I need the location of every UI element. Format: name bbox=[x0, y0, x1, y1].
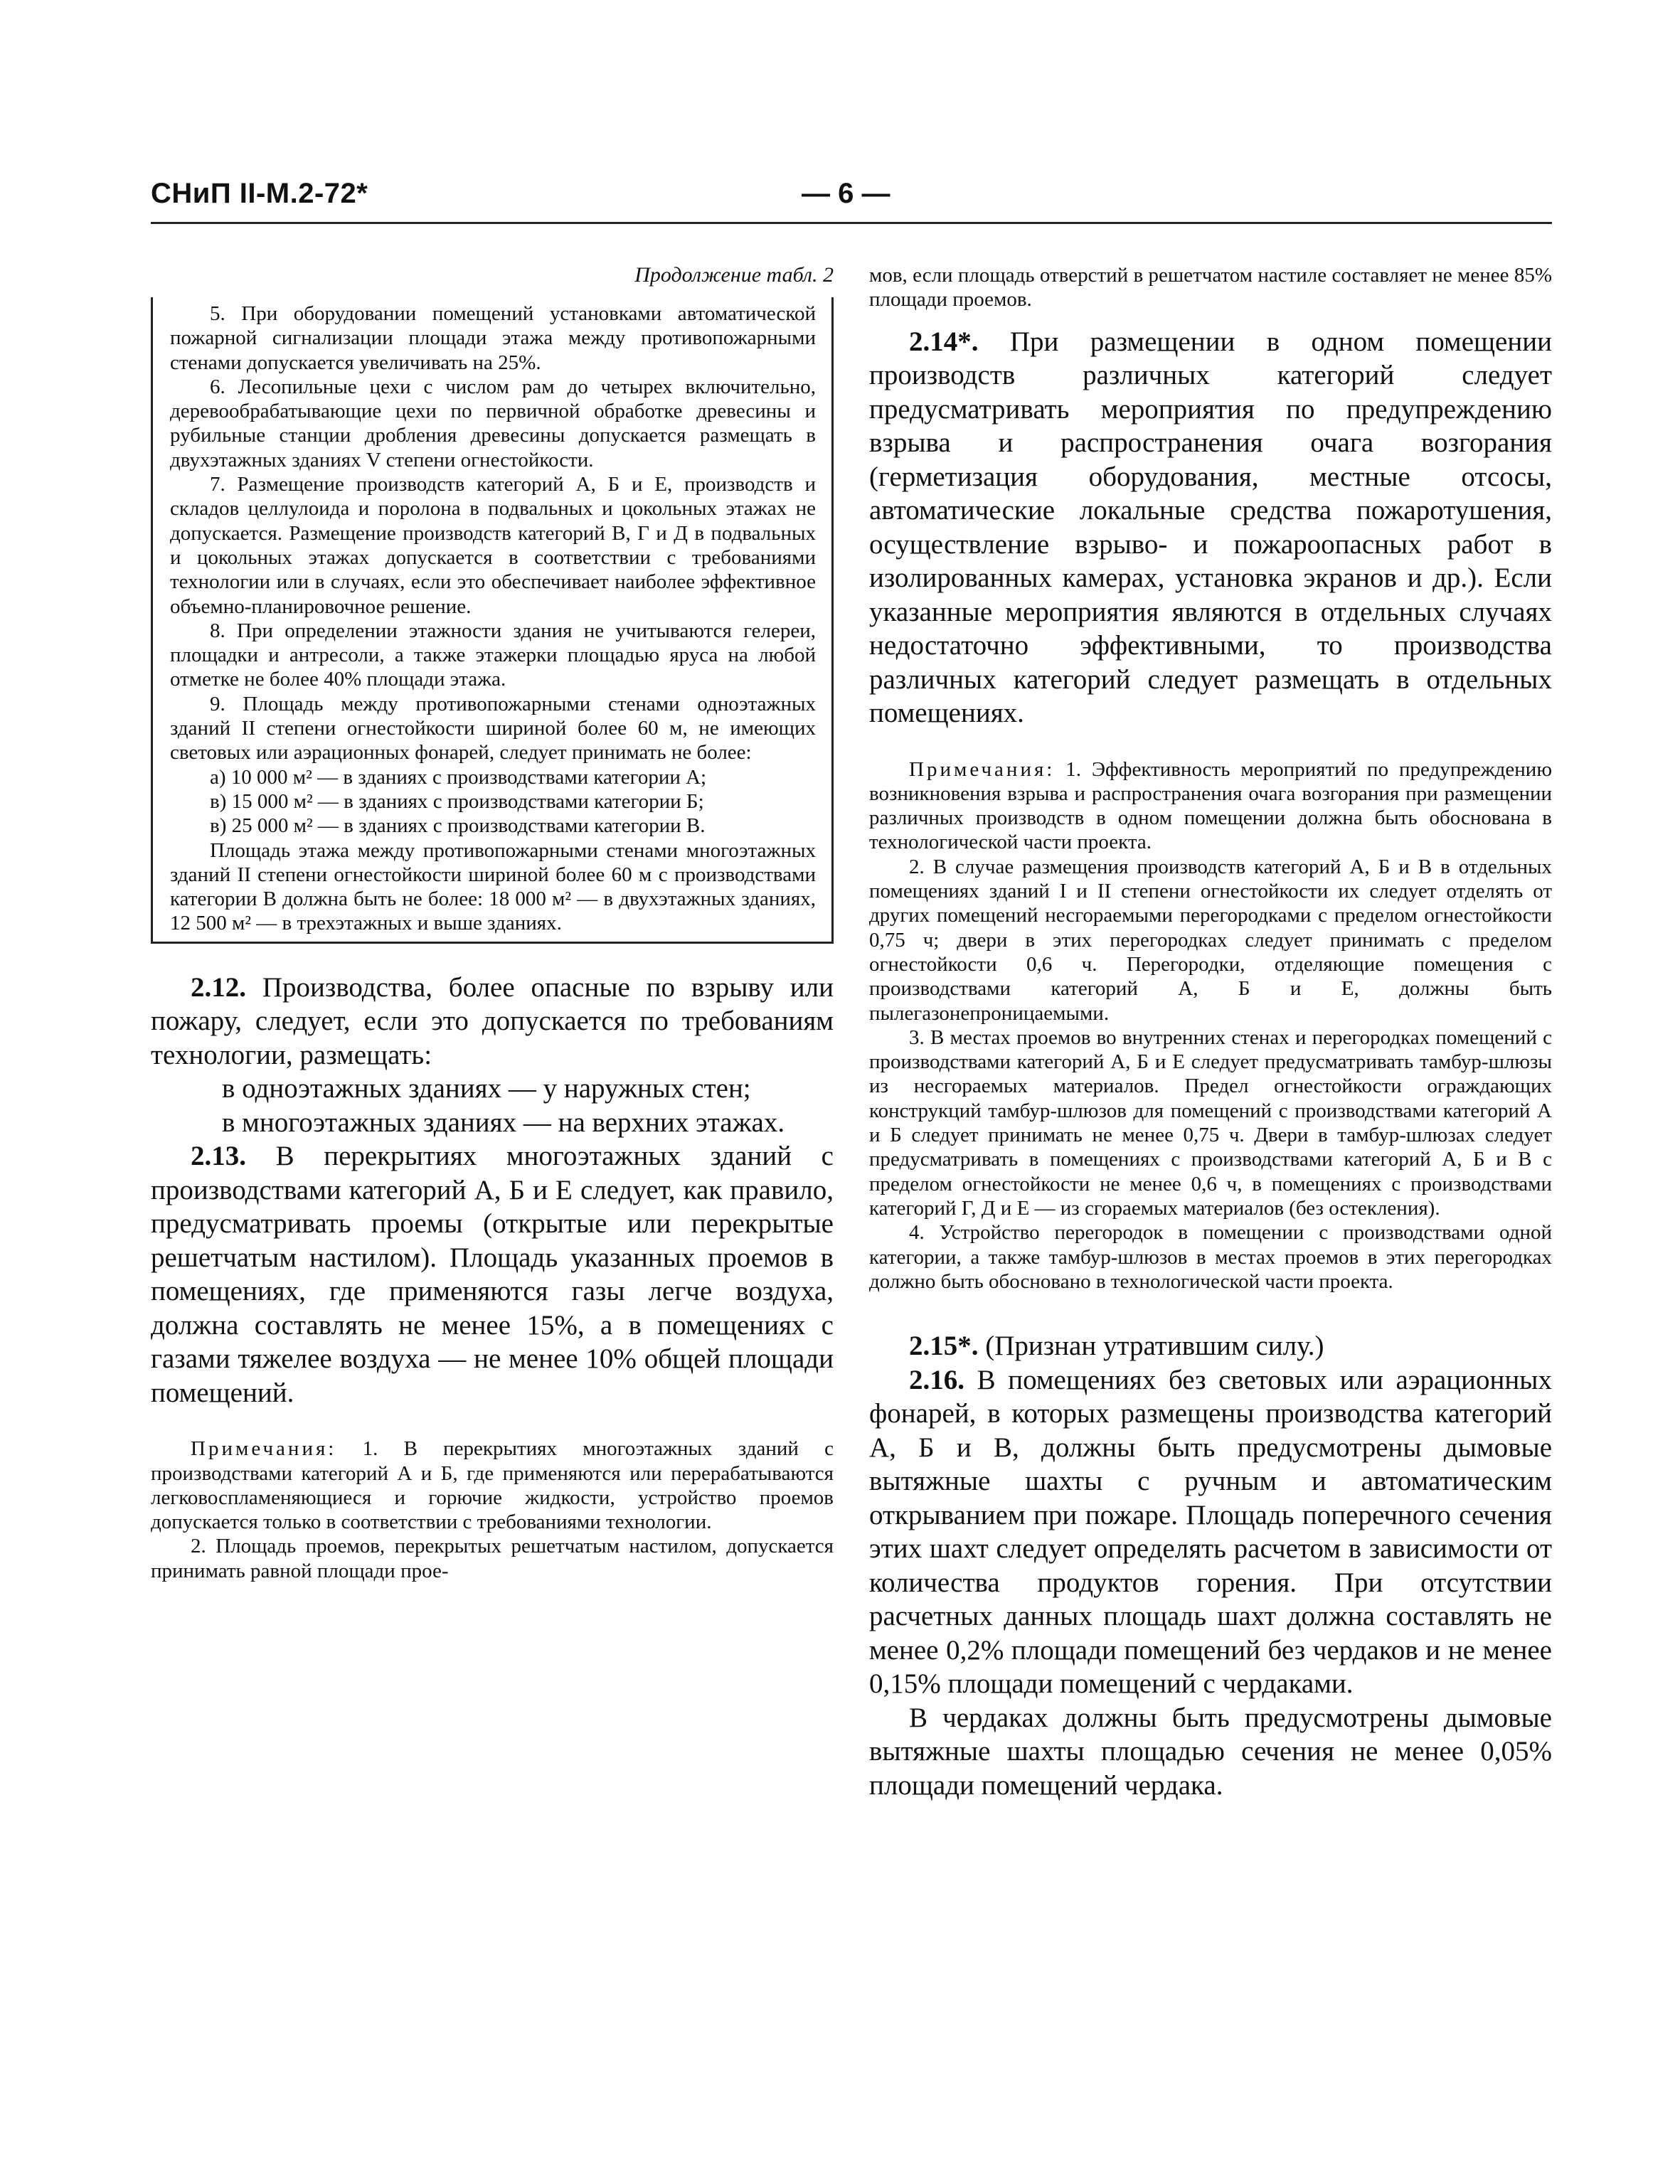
left-column bbox=[151, 263, 834, 1583]
running-header bbox=[151, 178, 1552, 228]
section-paragraph: В чердаках должны быть предусмотрены дымовые вытяжные шахты площадью сечения не менее 0,05% площади помещений чердака. bbox=[869, 1702, 1552, 1801]
table-note-item: в) 25 000 м² — в зданиях с производствами категории В. bbox=[210, 814, 706, 838]
section-number: 2.14*. bbox=[909, 326, 979, 357]
note-text: мов, если площадь отверстий в решетчатом настиле составляет не менее 85% площади проемов. bbox=[869, 264, 1552, 311]
table-note: 6. Лесопильные цехи с числом рам до четырех включительно, деревообрабатывающие цехи по первичной обработке древесины и рубильные станции дробления древесины допускается размещать в двухэтажных зданиях V степени огнестойкости. bbox=[170, 375, 816, 472]
section-text: (Признан утратившим силу.) bbox=[978, 1331, 1324, 1362]
document-code: СНиП II-М.2-72* bbox=[151, 178, 368, 209]
notes-continuation bbox=[869, 263, 1552, 312]
section-2-15 bbox=[869, 1329, 1552, 1363]
right-column bbox=[869, 263, 1552, 1802]
table-note: 9. Площадь между противопожарными стенами одноэтажных зданий II степени огнестойкости шириной более 60 м, не имеющих световых или аэрационных фонарей, следует принимать не более: bbox=[170, 692, 816, 765]
table-note: Площадь этажа между противопожарными стенами многоэтажных зданий II степени огнестойкости шириной более 60 м с производствами категории В должна быть не более: 18 000 м² — в двухэтажных зданиях, 12 500 м² — в трехэтажных и выше зданиях. bbox=[170, 838, 816, 935]
note-text: 2. В случае размещения производств категорий А, Б и В в отдельных помещениях зданий I и II степени огнестойкости их следует отделять от других помещений несгораемыми перегородками с пределом огнестойкости 0,75 ч; двери в этих перегородках следует принимать с пределом огнестойкости 0,6 ч. Перегородки, отделяющие помещения с производствами категорий А, Б и Е, должны быть пылегазонепроницаемыми. bbox=[869, 855, 1552, 1025]
notes-2-14 bbox=[869, 757, 1552, 1294]
section-number: 2.13. bbox=[191, 1141, 246, 1172]
table-note: 8. При определении этажности здания не учитываются гелереи, площадки и антресоли, а также этажерки площадью яруса на любой отметке не более 40% площади этажа. bbox=[170, 619, 816, 691]
section-2-12 bbox=[151, 971, 834, 1140]
notes-label: Примечания: bbox=[909, 757, 1056, 781]
page-number: — 6 — bbox=[802, 178, 890, 209]
section-number: 2.12. bbox=[191, 971, 246, 1003]
table-note-item: в) 15 000 м² — в зданиях с производствами категории Б; bbox=[210, 789, 704, 813]
note-text: 1. В перекрытиях многоэтажных зданий с производствами категорий А и Б, где применяются или перерабатываются легковоспламеняющиеся и горючие жидкости, устройство проемов допускается только в соответствии с требованиями технологии. bbox=[151, 1437, 834, 1534]
section-2-13 bbox=[151, 1139, 834, 1410]
section-text: В перекрытиях многоэтажных зданий с производствами категорий А, Б и Е следует, как правило, предусматривать проемы (открытые или перекрытые решетчатым настилом). Площадь указанных проемов в помещениях, где применяются газы легче воздуха, должна составлять не менее 15%, а в помещениях с газами тяжелее воздуха — не менее 10% общей площади помещений. bbox=[151, 1141, 834, 1408]
section-2-16 bbox=[869, 1363, 1552, 1803]
section-text: Производства, более опасные по взрыву или пожару, следует, если это допускается по требованиям технологии, размещать: bbox=[151, 971, 834, 1070]
list-item: в многоэтажных зданиях — на верхних этажах. bbox=[222, 1107, 785, 1138]
section-number: 2.15*. bbox=[909, 1331, 979, 1362]
section-text: В помещениях без световых или аэрационных фонарей, в которых размещены производства категорий А, Б и В, должны быть предусмотрены дымовые вытяжные шахты с ручным и автоматическим открыванием при пожаре. Площадь поперечного сечения этих шахт следует определять расчетом в зависимости от количества продуктов горения. При отсутствии расчетных данных площадь шахт должна составлять не менее 0,2% площади помещений без чердаков и не менее 0,15% площади помещений с чердаками. bbox=[869, 1364, 1552, 1700]
table-note-item: а) 10 000 м² — в зданиях с производствами категории А; bbox=[210, 765, 707, 789]
section-text: При размещении в одном помещении производств различных категорий следует предусматривать мероприятия по предупреждению взрыва и распространения очага возгорания (герметизация оборудования, местные отсосы, автоматические локальные средства пожаротушения, осуществление взрыво- и пожароопасных работ в изолированных камерах, установка экранов и др.). Если указанные мероприятия являются в отдельных случаях недостаточно эффективными, то производства различных категорий следует размещать в отдельных помещениях. bbox=[869, 326, 1552, 729]
table-note: 7. Размещение производств категорий А, Б и Е, производств и складов целлулоида и поролона в подвальных и цокольных этажах не допускается. Размещение производств категорий В, Г и Д в подвальных и цокольных этажах допускается в соответствии с требованиями технологии или в случаях, если это обеспечивает наиболее эффективное объемно-планировочное решение. bbox=[170, 473, 816, 618]
section-number: 2.16. bbox=[909, 1364, 964, 1395]
table-2-notes bbox=[151, 297, 834, 944]
notes-2-13 bbox=[151, 1437, 834, 1583]
header-rule bbox=[151, 222, 1552, 224]
notes-label: Примечания: bbox=[191, 1437, 337, 1461]
list-item: в одноэтажных зданиях — у наружных стен; bbox=[222, 1073, 751, 1104]
table-continuation-label: Продолжение табл. 2 bbox=[634, 263, 834, 287]
table-note: 5. При оборудовании помещений установками автоматической пожарной сигнализации площади этажа между противопожарными стенами допускается увеличивать на 25%. bbox=[170, 302, 816, 374]
note-text: 4. Устройство перегородок в помещении с производствами одной категории, а также тамбур-шлюзов в местах проемов в этих перегородках должно быть обосновано в технологической части проекта. bbox=[869, 1221, 1552, 1293]
note-text: 1. Эффективность мероприятий по предупреждению возникновения взрыва и распространения очага возгорания при размещении различных производств в одном помещении должна быть обоснована в технологической части проекта. bbox=[869, 757, 1552, 854]
note-text: 3. В местах проемов во внутренних стенах и перегородках помещений с производствами категорий А, Б и Е следует предусматривать тамбур-шлюзы из несгораемых материалов. Предел огнестойкости ограждающих конструкций тамбур-шлюзов для помещений с производствами категорий А и Б следует принимать не менее 0,75 ч. Двери в тамбур-шлюзах следует предусматривать в помещениях с производствами категорий А, Б и В с пределом огнестойкости не менее 0,6 ч, в помещениях с производствами категорий Г, Д и Е — из сгораемых материалов (без остекления). bbox=[869, 1026, 1552, 1220]
note-text: 2. Площадь проемов, перекрытых решетчатым настилом, допускается принимать равной площади прое- bbox=[151, 1535, 834, 1582]
section-2-14 bbox=[869, 325, 1552, 730]
